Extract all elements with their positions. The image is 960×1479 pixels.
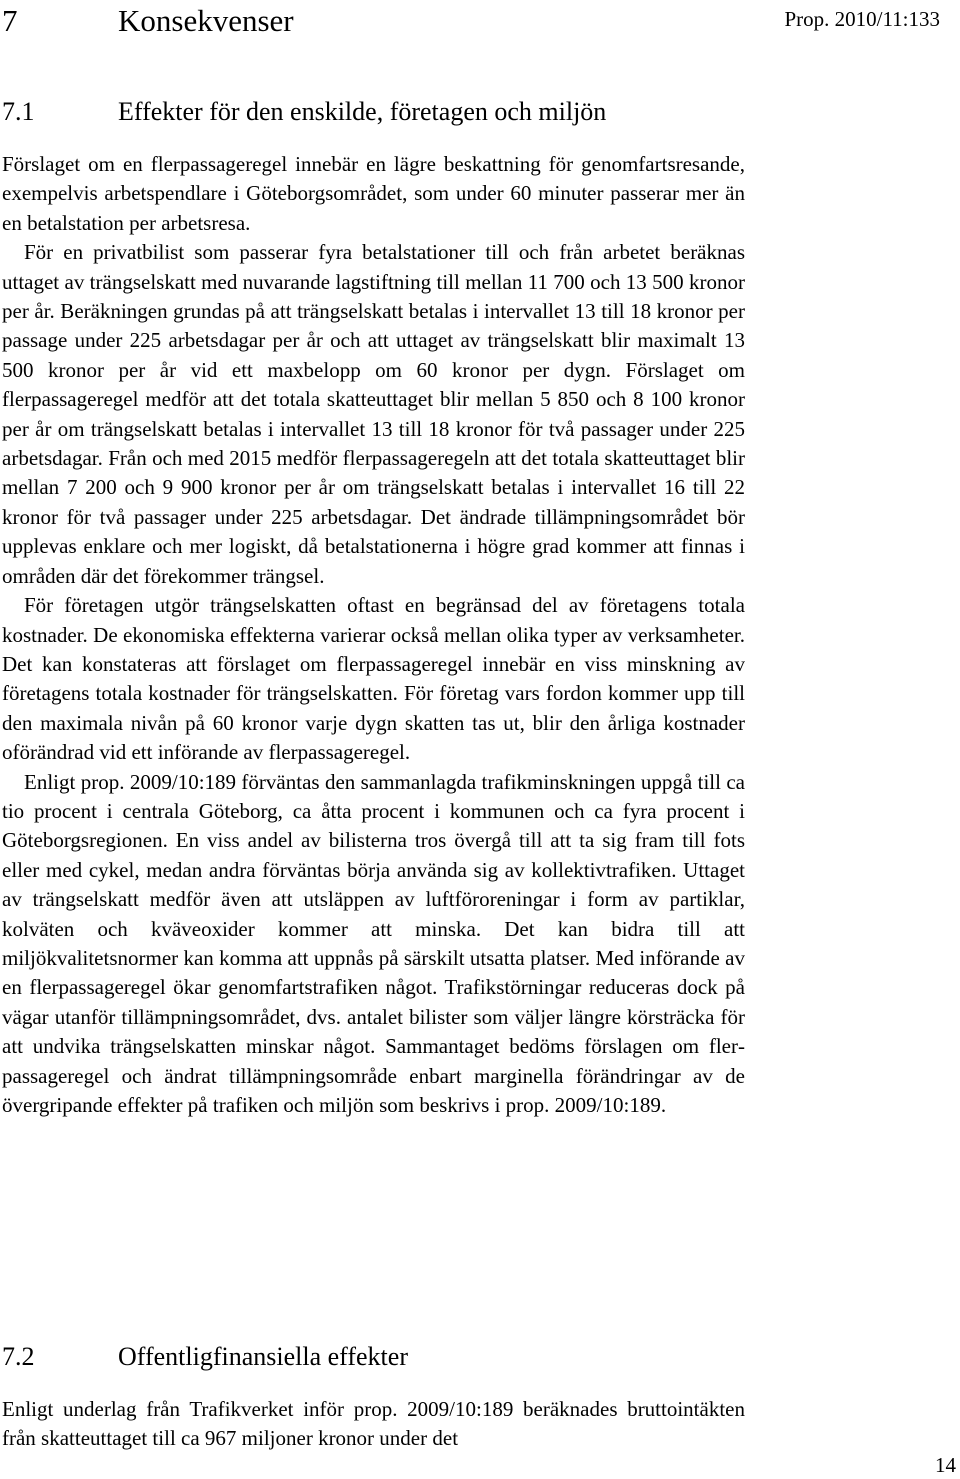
section-number: 7.2 xyxy=(2,1342,35,1371)
section-body xyxy=(2,1395,745,1454)
chapter-heading xyxy=(0,2,294,40)
chapter-number: 7 xyxy=(2,3,18,38)
chapter-title: Konsekvenser xyxy=(118,3,294,38)
section-heading xyxy=(0,1341,408,1373)
section-title: Effekter för den enskilde, företagen och miljön xyxy=(118,97,607,126)
section-title: Offentligfinansiella effekter xyxy=(118,1342,408,1371)
body-paragraph: Förslaget om en flerpassageregel innebär en lägre beskattning för genomfartsresande, exempelvis arbetspendlare i Göteborgsområdet, som under 60 minuter passerar mer än en betalstation per arbetsresa. xyxy=(2,152,745,235)
running-header: Prop. 2010/11:133 xyxy=(784,7,940,31)
page-number: 14 xyxy=(935,1453,956,1477)
body-paragraph: Enligt prop. 2009/10:189 förväntas den sammanlagda trafikminskningen uppgå till ca tio procent i centrala Göteborg, ca åtta procent i kommunen och ca fyra procent i Göteborgsregionen. En viss andel av bilisterna tros övergå till att ta sig fram till fots eller med cykel, medan andra förväntas börja använda sig av kollektivtrafiken. Uttaget av trängselskatt medför även att utsläppen av luftföroreningar i form av partiklar, kolväten och kväveoxider kommer att minska. Det kan bidra till att miljökvalitetsnormer kan komma att uppnås på särskilt utsatta platser. Med införande av en flerpassageregel ökar genomfartstrafiken något. Trafikstörningar reduceras dock på vägar utanför tillämpningsområdet, dvs. antalet bilister som väljer längre körsträcka för att undvika trängselskatten minskar något. Sammantaget bedöms förslagen om flerpassageregel och ändrat tillämpningsområde enbart marginella förändringar av de övergripande effekter på trafiken och miljön som beskrivs i prop. 2009/10:189. xyxy=(2,769,745,1117)
body-paragraph: För en privatbilist som passerar fyra betalstationer till och från arbetet beräknas uttaget av trängselskatt med nuvarande lagstiftning till mellan 11 700 och 13 500 kronor per år. Beräkningen grundas på att trängselskatt betalas i intervallet 13 till 18 kronor per passage under 225 arbetsdagar per år och att uttaget av trängselskatt blir maximalt 13 500 kronor per år vid ett maxbelopp om 60 kronor per dygn. Förslaget om flerpassageregel medför att det totala skatteuttaget blir mellan 5 850 och 8 100 kronor per år om trängselskatt betalas i intervallet 13 till 18 kronor för två passager under 225 arbetsdagar. Från och med 2015 medför flerpassageregeln att det totala skatteuttaget blir mellan 7 200 och 9 900 kronor per år om trängselskatt betalas i intervallet 16 till 22 kronor för två passager under 225 arbetsdagar. Det ändrade tillämpningsområdet bör upplevas enklare och mer logiskt, då betalstationerna i högre grad kommer att finnas i områden där det förekommer trängsel. xyxy=(2,240,745,588)
body-paragraph: Enligt underlag från Trafikverket inför prop. 2009/10:189 beräknades bruttointäkten från skatteuttaget till ca 967 miljoner kronor under det xyxy=(2,1397,745,1451)
section-body xyxy=(2,150,745,1120)
body-paragraph: För företagen utgör trängselskatten oftast en begränsad del av företagens totala kostnader. De ekonomiska effekterna varierar också mellan olika typer av verksamheter. Det kan konstateras att förslaget om flerpassageregel innebär en viss minskning av företagens totala kostnader för trängselskatten. För företag vars fordon kommer upp till den maximala nivån på 60 kronor varje dygn skatten tas ut, blir den årliga kostnader oförändrad vid ett införande av flerpassageregel. xyxy=(2,593,745,765)
section-heading xyxy=(0,96,606,128)
section-number: 7.1 xyxy=(2,97,35,126)
